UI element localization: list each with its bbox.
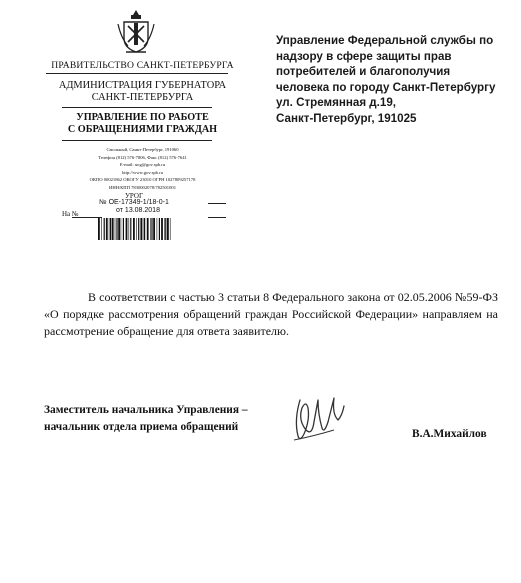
letter-body-text: В соответствии с частью 3 статьи 8 Федерального закона от 02.05.2006 №59-ФЗ «О порядке рассмотрения обращений граждан Российской Федерации» направляем на рассмотрение обращение для ответа заявителю.: [44, 290, 498, 338]
divider: [62, 107, 212, 108]
barcode-bar: [136, 218, 137, 240]
barcode-bar: [104, 218, 105, 240]
barcode-bar: [167, 218, 169, 240]
barcode-bar: [151, 218, 152, 240]
recipient-line: Санкт-Петербург, 191025: [276, 111, 417, 125]
signatory-title-line2: начальник отдела приема обращений: [44, 421, 239, 433]
recipient-line: ул. Стремянная д.19,: [276, 96, 397, 109]
recipient-line: Управление Федеральной службы по: [276, 34, 494, 47]
contact-line: Телефон (812) 576-7806, Факс (812) 576-7641: [98, 154, 187, 160]
contact-line: ОКПО 00021862 ОКОГУ 23010 ОГРН 1027809257178: [89, 177, 196, 183]
coat-of-arms-emblem: [116, 8, 156, 58]
administration-line1: АДМИНИСТРАЦИЯ ГУБЕРНАТОРА: [58, 80, 227, 91]
barcode-bar: [153, 218, 155, 240]
divider: [46, 73, 228, 74]
barcode-bar: [116, 218, 117, 240]
barcode-bar: [123, 218, 124, 240]
barcode-bar: [118, 218, 120, 240]
barcode-bar: [110, 218, 111, 240]
recipient-line: надзору в сфере защиты прав: [276, 49, 452, 63]
barcode-bar: [109, 218, 110, 240]
barcode-bar: [98, 218, 100, 240]
barcode-bar: [165, 218, 166, 240]
barcode-bar: [140, 218, 142, 240]
barcode-bar: [115, 218, 116, 240]
barcode-bar: [121, 218, 122, 240]
barcode-bar: [133, 218, 135, 240]
barcode-bar: [159, 218, 160, 240]
barcode-bar: [157, 218, 158, 240]
department-name: [30, 112, 255, 136]
government-name: ПРАВИТЕЛЬСТВО САНКТ-ПЕТЕРБУРГА: [51, 60, 234, 71]
signatory-name: В.А.Михайлов: [412, 428, 487, 440]
administration-name: [30, 80, 255, 104]
registration-date: от 13.08.2018: [116, 207, 160, 214]
barcode-bar: [170, 218, 171, 240]
registration-label: УРОГ: [124, 192, 144, 200]
barcode-image: [98, 218, 172, 240]
recipient-address: [276, 33, 516, 126]
blank-line: [208, 203, 226, 204]
barcode-bar: [164, 218, 165, 240]
reference-label: На №: [62, 210, 79, 218]
sender-contacts: [30, 146, 255, 192]
recipient-line: потребителей и благополучия: [276, 65, 451, 78]
contact-line: Смольный, Санкт-Петербург, 191060: [106, 147, 179, 152]
barcode-bar: [112, 218, 114, 240]
registration-number: № ОЕ-17349-1/18-0-1: [99, 199, 169, 206]
barcode-bar: [126, 218, 128, 240]
signatory-title: [44, 402, 304, 436]
barcode-bar: [144, 218, 145, 240]
barcode-bar: [147, 218, 149, 240]
barcode-bar: [161, 218, 163, 240]
barcode-bar: [101, 218, 102, 240]
barcode-bar: [150, 218, 151, 240]
department-line2: С ОБРАЩЕНИЯМИ ГРАЖДАН: [67, 124, 218, 135]
recipient-line: человека по городу Санкт-Петербургу: [276, 80, 496, 94]
contact-line: E-mail: uog@gov.spb.ru: [119, 162, 166, 168]
barcode-bar: [130, 218, 131, 240]
letter-body: [44, 289, 498, 340]
contact-line: ИНН/КПП 7830002078/782501001: [109, 184, 176, 190]
administration-line2: САНКТ-ПЕТЕРБУРГА: [91, 92, 194, 103]
blank-line: [208, 217, 226, 218]
department-line1: УПРАВЛЕНИЕ ПО РАБОТЕ: [76, 112, 209, 123]
handwritten-signature: [286, 394, 356, 449]
barcode-bar: [106, 218, 108, 240]
contact-line: http://www.gov.spb.ru: [122, 169, 163, 175]
signatory-title-line1: Заместитель начальника Управления –: [44, 404, 248, 416]
barcode-bar: [129, 218, 130, 240]
divider: [62, 140, 212, 141]
barcode-bar: [143, 218, 144, 240]
barcode-bar: [138, 218, 139, 240]
